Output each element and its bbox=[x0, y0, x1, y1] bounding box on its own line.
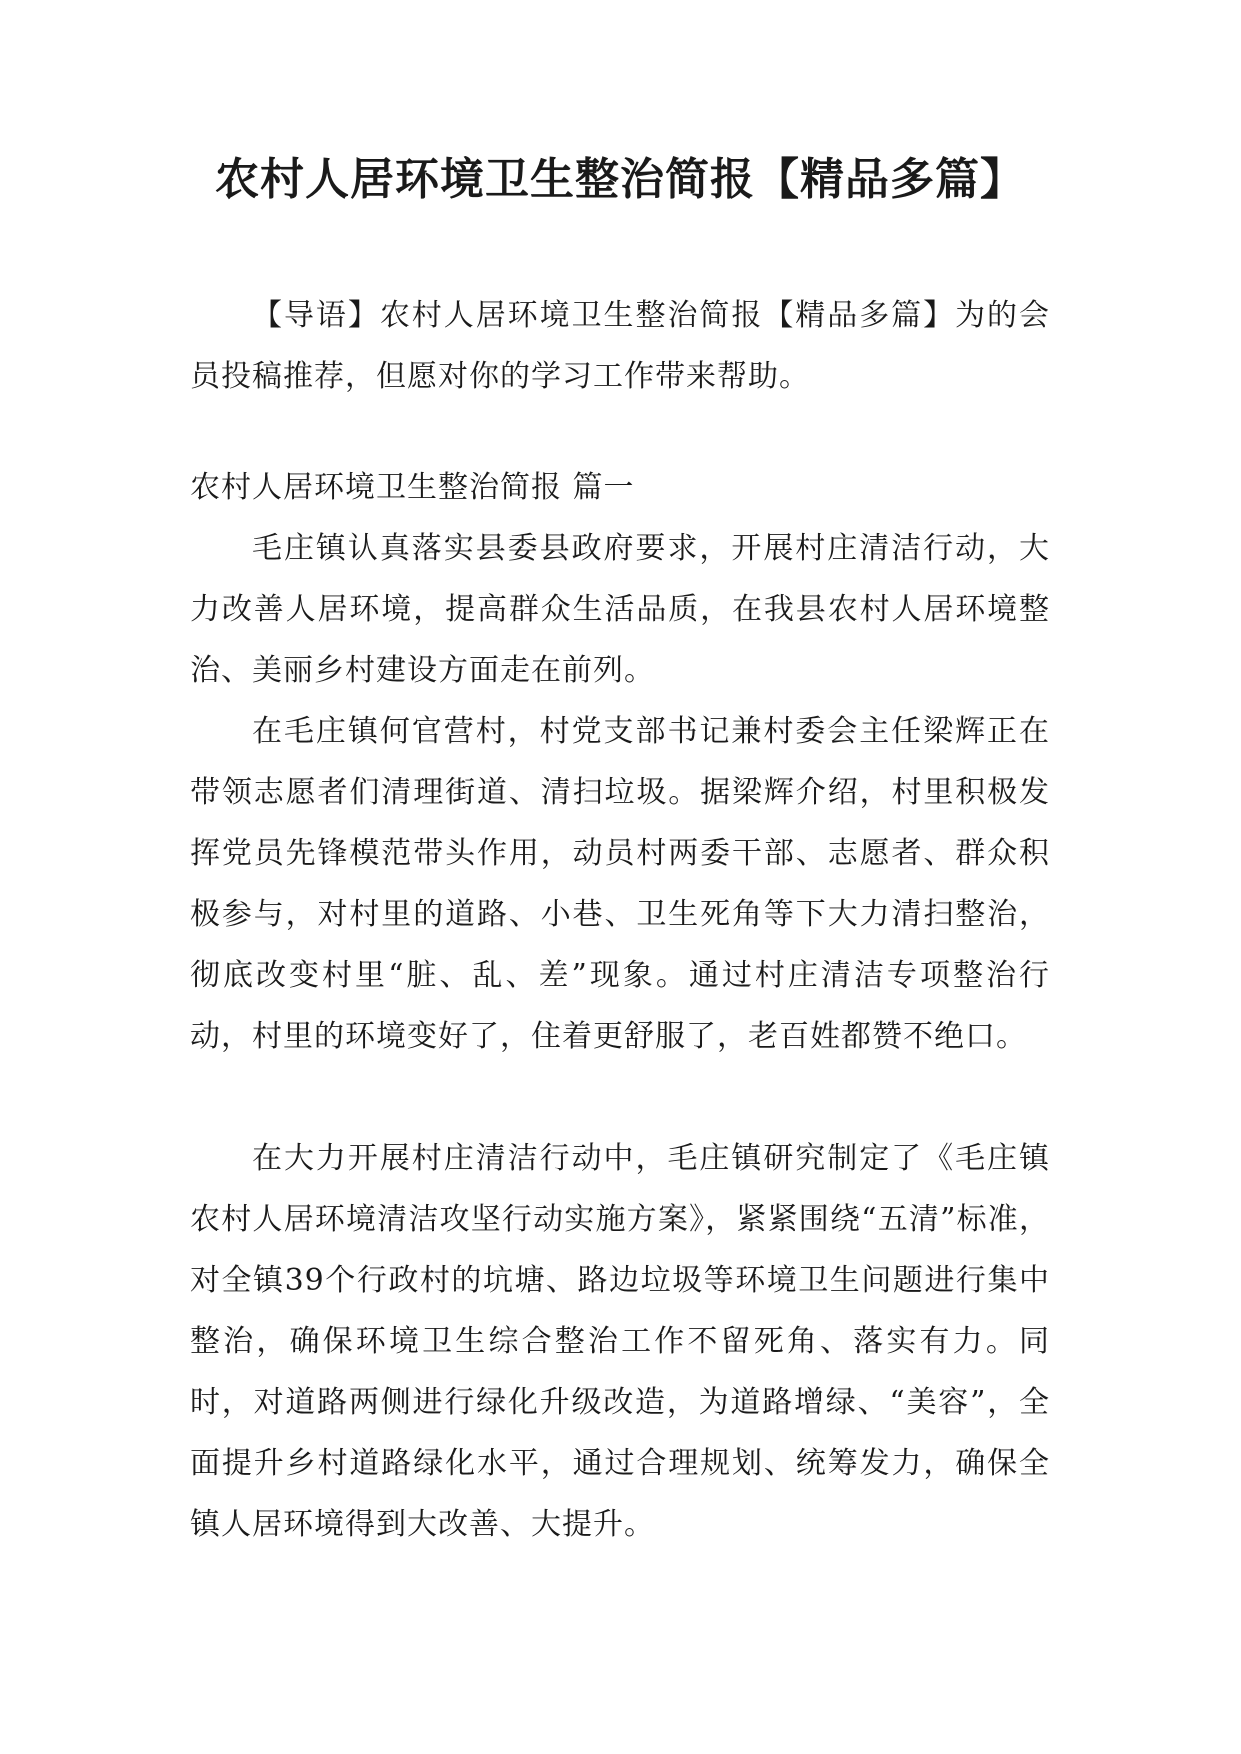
body-paragraph-1: 毛庄镇认真落实县委县政府要求，开展村庄清洁行动，大力改善人居环境，提高群众生活品质，在我县农村人居环境整治、美丽乡村建设方面走在前列。 bbox=[190, 531, 1050, 688]
intro-paragraph: 【导语】农村人居环境卫生整治简报【精品多篇】为的会员投稿推荐，但愿对你的学习工作带来帮助。 bbox=[190, 298, 1050, 394]
section-heading: 农村人居环境卫生整治简报 篇一 bbox=[190, 470, 635, 505]
document-title: 农村人居环境卫生整治简报【精品多篇】 bbox=[215, 154, 1025, 205]
body-paragraph-2: 在毛庄镇何官营村，村党支部书记兼村委会主任梁辉正在带领志愿者们清理街道、清扫垃圾。据梁辉介绍，村里积极发挥党员先锋模范带头作用，动员村两委干部、志愿者、群众积极参与，对村里的道路、小巷、卫生死角等下大力清扫整治，彻底改变村里“脏、乱、差”现象。通过村庄清洁专项整治行动，村里的环境变好了，住着更舒服了，老百姓都赞不绝口。 bbox=[190, 714, 1050, 1054]
body-paragraph-3: 在大力开展村庄清洁行动中，毛庄镇研究制定了《毛庄镇农村人居环境清洁攻坚行动实施方案》，紧紧围绕“五清”标准，对全镇39个行政村的坑塘、路边垃圾等环境卫生问题进行集中整治，确保环境卫生综合整治工作不留死角、落实有力。同时，对道路两侧进行绿化升级改造，为道路增绿、“美容”，全面提升乡村道路绿化水平，通过合理规划、统筹发力，确保全镇人居环境得到大改善、大提升。 bbox=[190, 1141, 1050, 1542]
